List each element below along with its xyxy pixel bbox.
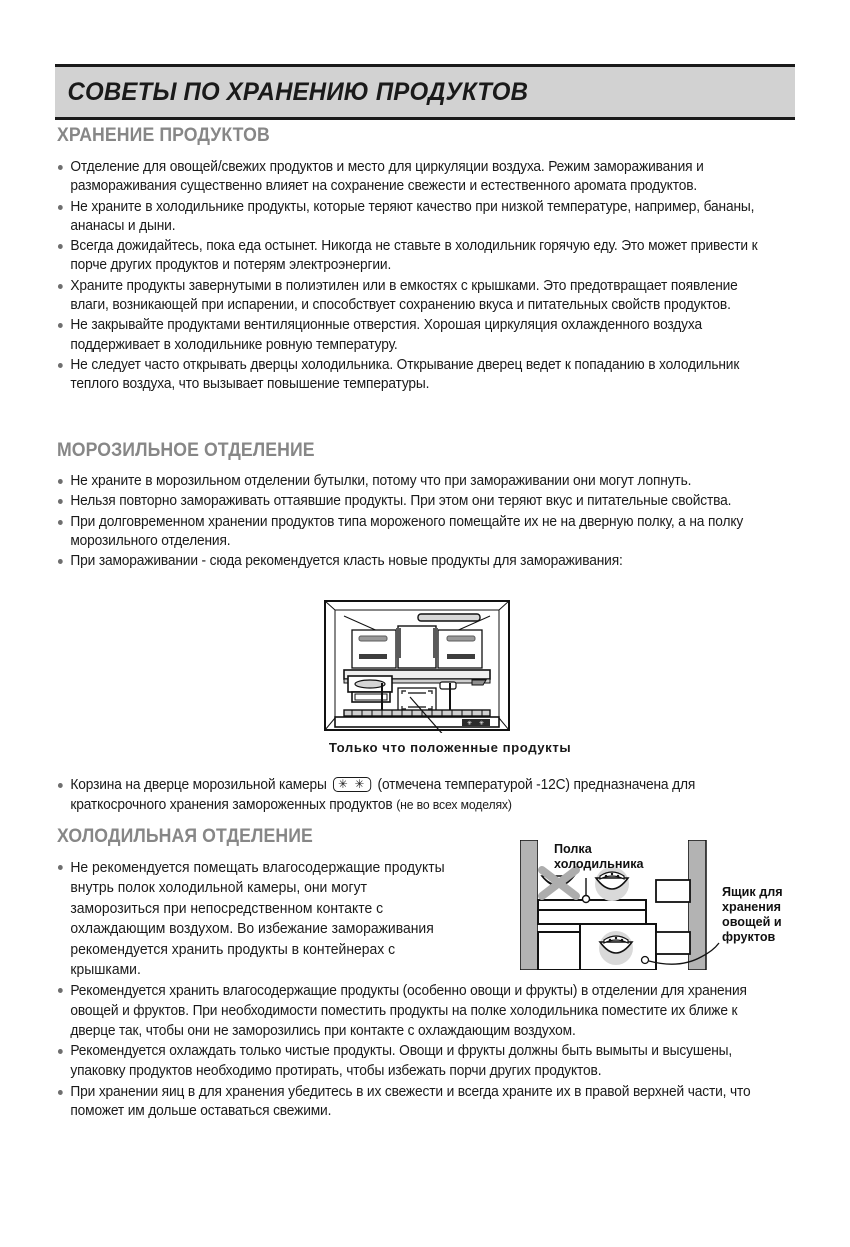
list-item: Не храните в морозильном отделении бутылки, потому что при замораживании они могут лопнуть.: [57, 472, 775, 491]
page-title-bar: [55, 64, 795, 120]
basket-note-middle: (отмечена температурой -12С) предназначена для краткосрочного хранения замороженных продуктов: [70, 777, 696, 814]
list-item: При хранении яиц в для хранения убедитесь в их свежести и всегда храните их в правой верхней части, что поможет им дольше оставаться свежими.: [57, 1083, 764, 1122]
freezer-figure-caption: Только что положенные продукты: [328, 740, 572, 755]
svg-text:✳: ✳: [467, 721, 473, 727]
list-item: Не рекомендуется помещать влагосодержащие продукты внутрь полок холодильной камеры, они могут заморозиться при непосредственном контакте с охлаждающим воздухом. Во избежание замораживания рекомендуется хранить продукты в контейнерах с крышками.: [57, 858, 505, 980]
freezer-interior-diagram: [322, 598, 512, 733]
section-heading-storage: ХРАНЕНИЕ ПРОДУКТОВ: [57, 125, 270, 146]
list-item: Всегда дожидайтесь, пока еда остынет. Никогда не ставьте в холодильник горячую еду. Это может привести к порче других продуктов и потерям электроэнергии.: [57, 237, 773, 276]
two-star-rating-icon: ✳ ✳: [333, 777, 371, 792]
list-item: При замораживании - сюда рекомендуется класть новые продукты для замораживания:: [57, 552, 775, 571]
freezer-diagram-svg: [322, 598, 512, 733]
crisper-label-line1: Ящик для: [722, 885, 783, 899]
crisper-label-line2: хранения: [722, 900, 782, 914]
fridge-shelf-label: [554, 842, 644, 872]
freezer-basket-note: [57, 776, 807, 817]
fridge-shelf-label-line2: холодильника: [554, 857, 644, 871]
bullet-list-freezer: [57, 472, 809, 572]
svg-text:✳: ✳: [479, 721, 485, 727]
list-item: Нельзя повторно замораживать оттаявшие продукты. При этом они теряют вкус и питательные свойства.: [57, 492, 775, 511]
basket-note-before: Корзина на дверце морозильной камеры: [70, 777, 327, 793]
page-title: СОВЕТЫ ПО ХРАНЕНИЮ ПРОДУКТОВ: [67, 77, 529, 106]
crisper-drawer-label: [722, 885, 783, 945]
list-item: Рекомендуется хранить влагосодержащие продукты (особенно овощи и фрукты) в отделении для хранения овощей и фруктов. При необходимости поместить продукты на полке холодильника поместите их ближе к дверце так, чтобы они не заморозились при контакте с охлаждающим воздухом.: [57, 981, 764, 1041]
list-item: Отделение для овощей/свежих продуктов и место для циркуляции воздуха. Режим замораживания и размораживания существенно влияет на сохранение свежести и естественного аромата продуктов.: [57, 158, 773, 197]
list-item: Не следует часто открывать дверцы холодильника. Открывание дверец ведет к попаданию в холодильник теплого воздуха, что вызывает повышение температуры.: [57, 356, 773, 395]
crisper-label-line3: овощей и: [722, 915, 782, 929]
fridge-shelf-label-line1: Полка: [554, 842, 592, 856]
bullet-list-storage: [57, 158, 807, 396]
basket-note-suffix: (не во всех моделях): [396, 797, 512, 813]
list-item: Не храните в холодильнике продукты, которые теряют качество при низкой температуре, например, бананы, ананасы и дыни.: [57, 198, 773, 237]
fridge-shelf-diagram: [520, 840, 800, 970]
section-heading-freezer: МОРОЗИЛЬНОЕ ОТДЕЛЕНИЕ: [57, 440, 315, 461]
list-item: При долговременном хранении продуктов типа мороженого помещайте их не на дверную полку, а на полку морозильного отделения.: [57, 513, 775, 552]
crisper-label-line4: фруктов: [722, 930, 776, 944]
section-heading-fridge: ХОЛОДИЛЬНАЯ ОТДЕЛЕНИЕ: [57, 826, 313, 847]
list-item: [57, 776, 773, 816]
list-item: Не закрывайте продуктами вентиляционные отверстия. Хорошая циркуляция охлажденного воздуха поддерживает в холодильнике ровную температуру.: [57, 316, 773, 355]
list-item: Храните продукты завернутыми в полиэтилен или в емкостях с крышками. Это предотвращает появление влаги, возникающей при испарении, и способствует сохранению вкуса и питательных свойств продуктов.: [57, 277, 773, 316]
list-item: Рекомендуется охлаждать только чистые продукты. Овощи и фрукты должны быть вымыты и высушены, упаковку продуктов необходимо протирать, чтобы избежать порчи других продуктов.: [57, 1042, 764, 1081]
